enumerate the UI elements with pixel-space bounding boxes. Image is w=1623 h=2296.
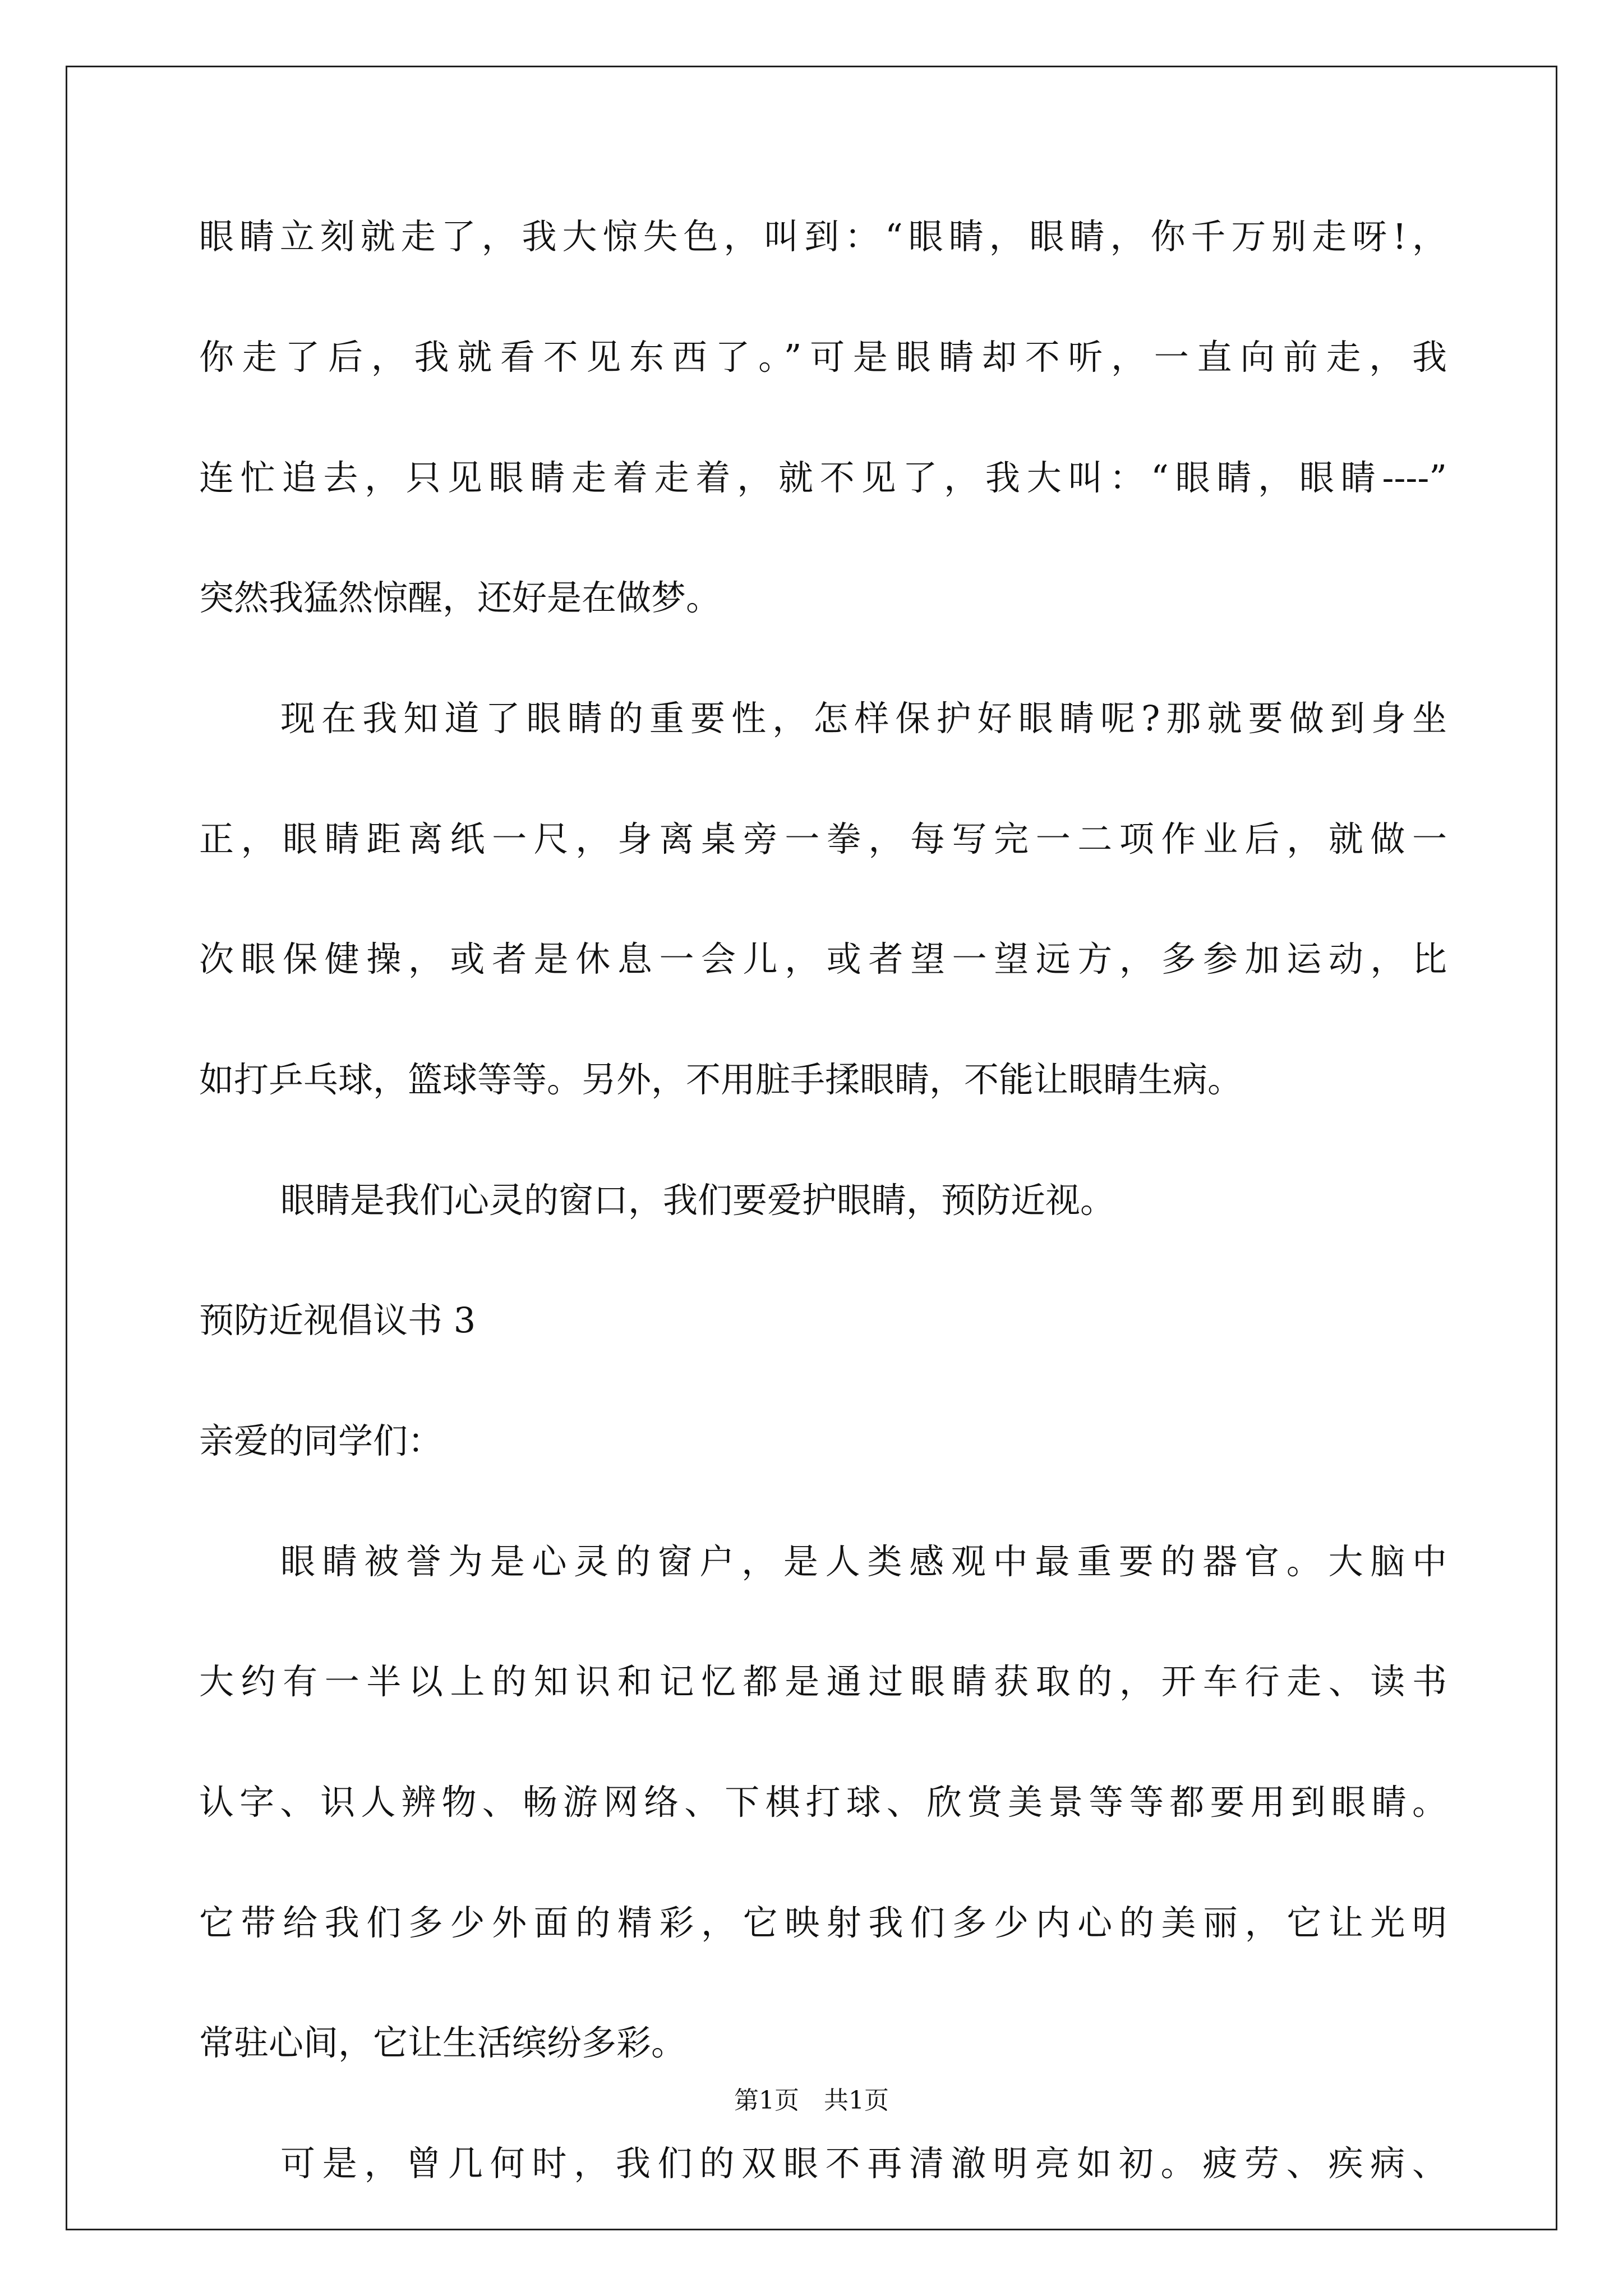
text-line: 它带给我们多少外面的精彩，它映射我们多少内心的美丽，它让光明	[199, 1902, 1447, 1943]
text-line: 次眼保健操，或者是休息一会儿，或者望一望远方，多参加运动，比	[199, 938, 1447, 979]
text-line: 眼睛被誉为是心灵的窗户，是人类感观中最重要的器官。大脑中	[280, 1541, 1447, 1582]
text-line: 突然我猛然惊醒，还好是在做梦。	[199, 577, 721, 618]
section-heading: 预防近视倡议书 3	[199, 1300, 476, 1341]
text-line: 常驻心间，它让生活缤纷多彩。	[199, 2022, 686, 2063]
text-line: 可是，曾几何时，我们的双眼不再清澈明亮如初。疲劳、疾病、	[280, 2143, 1447, 2184]
text-line: 现在我知道了眼睛的重要性，怎样保护好眼睛呢?那就要做到身坐	[280, 698, 1447, 739]
text-line: 眼睛是我们心灵的窗口，我们要爱护眼睛，预防近视。	[280, 1180, 1115, 1221]
text-line: 你走了后，我就看不见东西了。”可是眼睛却不听，一直向前走，我	[199, 337, 1447, 378]
text-line: 如打乒乓球，篮球等等。另外，不用脏手揉眼睛，不能让眼睛生病。	[199, 1059, 1243, 1100]
text-line: 大约有一半以上的知识和记忆都是通过眼睛获取的，开车行走、读书	[199, 1661, 1447, 1702]
page-footer: 第1页 共1页	[734, 2086, 889, 2115]
text-line: 连忙追去，只见眼睛走着走着，就不见了，我大叫：“眼睛，眼睛----”	[199, 457, 1447, 498]
text-line: 正，眼睛距离纸一尺，身离桌旁一拳，每写完一二项作业后，就做一	[199, 818, 1447, 859]
text-line: 认字、识人辨物、畅游网络、下棋打球、欣赏美景等等都要用到眼睛。	[199, 1782, 1447, 1823]
salutation: 亲爱的同学们：	[199, 1420, 443, 1461]
text-line: 眼睛立刻就走了，我大惊失色，叫到：“眼睛，眼睛，你千万别走呀!，	[199, 216, 1447, 257]
